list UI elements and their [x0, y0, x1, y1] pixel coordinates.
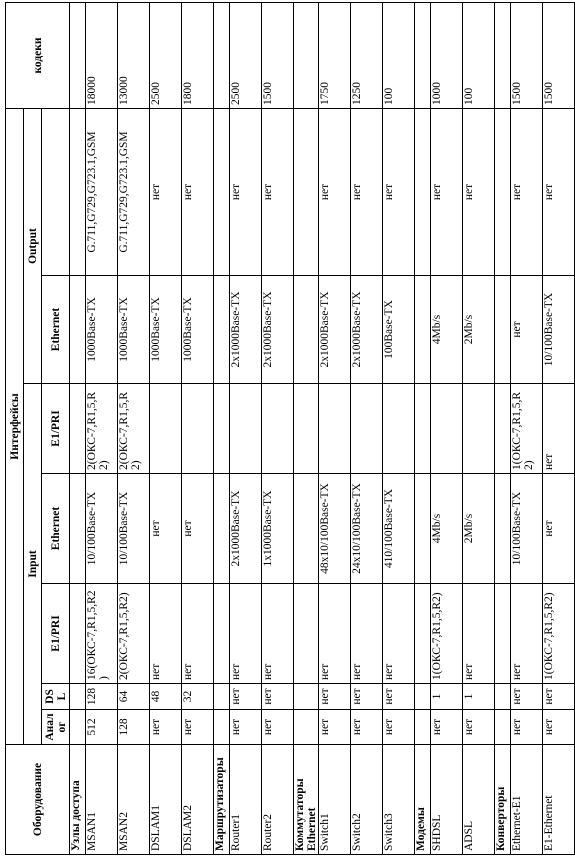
input-ethernet-cell: 24x10/100Base-TX: [351, 474, 383, 584]
empty-cell: [495, 109, 511, 276]
analog-cell: нет: [383, 710, 415, 745]
input-e1-cell: нет: [230, 584, 262, 684]
output-e1-cell: [230, 384, 262, 474]
group-row: [294, 3, 319, 855]
header-output-ethernet: Ethernet: [42, 276, 70, 384]
dsl-cell: нет: [543, 684, 575, 710]
codecs-cell: нет: [319, 109, 351, 276]
empty-cell: [495, 684, 511, 710]
codecs-cell: G.711,G729,G723.1,GSM: [118, 109, 150, 276]
output-ethernet-cell: 2Mb/s: [463, 276, 495, 384]
input-ethernet-cell: 1x1000Base-TX: [262, 474, 294, 584]
empty-cell: [294, 3, 319, 109]
input-e1-cell: нет: [383, 584, 415, 684]
input-e1-cell: 2(ОКС-7,R1,5,R2): [118, 584, 150, 684]
price-cell: 100: [383, 3, 415, 109]
price-cell: 2500: [230, 3, 262, 109]
empty-cell: [495, 474, 511, 584]
header-interfaces: Интерфейсы: [6, 109, 24, 745]
output-ethernet-cell: нет: [511, 276, 543, 384]
dsl-cell: нет: [319, 684, 351, 710]
table-row: [431, 3, 463, 855]
codecs-cell: нет: [431, 109, 463, 276]
header-input: Input: [24, 384, 42, 745]
codecs-cell: нет: [150, 109, 182, 276]
table-row: [383, 3, 415, 855]
input-ethernet-cell: нет: [182, 474, 214, 584]
empty-cell: [294, 384, 319, 474]
group-row: [495, 3, 511, 855]
output-ethernet-cell: 10/100Base-TX: [543, 276, 575, 384]
header-output-e1pri: E1/PRI: [42, 384, 70, 474]
price-cell: 1500: [543, 3, 575, 109]
price-cell: 1500: [511, 3, 543, 109]
header-analog: Аналог: [42, 710, 70, 745]
table-row: [230, 3, 262, 855]
group-row: [70, 3, 86, 855]
table-row: [150, 3, 182, 855]
output-ethernet-cell: 2x1000Base-TX: [230, 276, 262, 384]
dsl-cell: 1: [463, 684, 495, 710]
input-e1-cell: нет: [150, 584, 182, 684]
codecs-cell: нет: [182, 109, 214, 276]
dsl-cell: нет: [262, 684, 294, 710]
output-e1-cell: [351, 384, 383, 474]
dsl-cell: 32: [182, 684, 214, 710]
input-e1-cell: нет: [182, 584, 214, 684]
output-e1-cell: нет: [543, 384, 575, 474]
analog-cell: 512: [86, 710, 118, 745]
price-cell: 1750: [319, 3, 351, 109]
output-ethernet-cell: 2x1000Base-TX: [351, 276, 383, 384]
analog-cell: нет: [431, 710, 463, 745]
table-row: [511, 3, 543, 855]
output-e1-cell: [431, 384, 463, 474]
empty-cell: [415, 109, 431, 276]
empty-cell: [214, 384, 230, 474]
analog-cell: нет: [230, 710, 262, 745]
table-row: [86, 3, 118, 855]
equipment-name: Switch1: [319, 745, 351, 855]
empty-cell: [415, 276, 431, 384]
analog-cell: нет: [351, 710, 383, 745]
input-ethernet-cell: 410/100Base-TX: [383, 474, 415, 584]
equipment-name: Router2: [262, 745, 294, 855]
output-ethernet-cell: 1000Base-TX: [118, 276, 150, 384]
input-e1-cell: нет: [319, 584, 351, 684]
output-ethernet-cell: 1000Base-TX: [150, 276, 182, 384]
empty-cell: [214, 584, 230, 684]
header-input-ethernet: Ethernet: [42, 474, 70, 584]
equipment-name: MSAN2: [118, 745, 150, 855]
output-ethernet-cell: 1000Base-TX: [86, 276, 118, 384]
input-ethernet-cell: 10/100Base-TX: [118, 474, 150, 584]
codecs-cell: нет: [262, 109, 294, 276]
empty-cell: [294, 276, 319, 384]
header-dsl: DSL: [42, 684, 70, 710]
dsl-cell: нет: [351, 684, 383, 710]
table-row: [118, 3, 150, 855]
price-cell: 100: [463, 3, 495, 109]
analog-cell: нет: [319, 710, 351, 745]
price-cell: 18000: [86, 3, 118, 109]
analog-cell: нет: [511, 710, 543, 745]
codecs-cell: нет: [463, 109, 495, 276]
empty-cell: [70, 384, 86, 474]
output-e1-cell: [182, 384, 214, 474]
group-row: [415, 3, 431, 855]
empty-cell: [415, 474, 431, 584]
codecs-cell: нет: [543, 109, 575, 276]
equipment-name: Switch2: [351, 745, 383, 855]
empty-cell: [495, 276, 511, 384]
price-cell: 1500: [262, 3, 294, 109]
header-input-e1pri: E1/PRI: [42, 584, 70, 684]
empty-cell: [415, 684, 431, 710]
equipment-name: Switch3: [383, 745, 415, 855]
equipment-name: DSLAM2: [182, 745, 214, 855]
input-e1-cell: нет: [511, 584, 543, 684]
empty-cell: [495, 584, 511, 684]
analog-cell: нет: [182, 710, 214, 745]
empty-cell: [495, 384, 511, 474]
output-ethernet-cell: 2x1000Base-TX: [262, 276, 294, 384]
equipment-name: DSLAM1: [150, 745, 182, 855]
empty-cell: [294, 109, 319, 276]
empty-cell: [294, 584, 319, 684]
empty-cell: [495, 710, 511, 745]
analog-cell: нет: [262, 710, 294, 745]
empty-cell: [214, 474, 230, 584]
price-cell: 2500: [150, 3, 182, 109]
input-ethernet-cell: нет: [543, 474, 575, 584]
codecs-cell: нет: [351, 109, 383, 276]
empty-cell: [70, 710, 86, 745]
group-label: Узлы доступа: [70, 745, 86, 855]
table-body: [6, 3, 575, 855]
output-e1-cell: 1(ОКС-7,R1,5,R2): [511, 384, 543, 474]
output-e1-cell: [262, 384, 294, 474]
table-row: [543, 3, 575, 855]
group-label: Маршрутизаторы: [214, 745, 230, 855]
dsl-cell: 128: [86, 684, 118, 710]
empty-cell: [415, 384, 431, 474]
empty-cell: [214, 109, 230, 276]
empty-cell: [214, 684, 230, 710]
empty-cell: [214, 276, 230, 384]
empty-cell: [70, 3, 86, 109]
table-row: [182, 3, 214, 855]
input-ethernet-cell: 2Mb/s: [463, 474, 495, 584]
price-cell: 1800: [182, 3, 214, 109]
group-label: Модемы: [415, 745, 431, 855]
input-ethernet-cell: 10/100Base-TX: [86, 474, 118, 584]
group-row: [214, 3, 230, 855]
empty-cell: [70, 276, 86, 384]
analog-cell: 128: [118, 710, 150, 745]
empty-cell: [214, 710, 230, 745]
input-ethernet-cell: нет: [150, 474, 182, 584]
equipment-table: [5, 2, 575, 855]
input-e1-cell: нет: [351, 584, 383, 684]
input-e1-cell: нет: [463, 584, 495, 684]
output-ethernet-cell: 100Base-TX: [383, 276, 415, 384]
input-e1-cell: 1(ОКС-7,R1,5,R2): [543, 584, 575, 684]
dsl-cell: 64: [118, 684, 150, 710]
price-cell: 1000: [431, 3, 463, 109]
empty-cell: [70, 109, 86, 276]
price-cell: 13000: [118, 3, 150, 109]
empty-cell: [214, 3, 230, 109]
empty-cell: [70, 684, 86, 710]
codecs-cell: нет: [383, 109, 415, 276]
equipment-name: SHDSL: [431, 745, 463, 855]
output-e1-cell: 2(ОКС-7,R1,5,R2): [118, 384, 150, 474]
output-e1-cell: [463, 384, 495, 474]
dsl-cell: 48: [150, 684, 182, 710]
output-ethernet-cell: 4Mb/s: [431, 276, 463, 384]
group-label: Коммутаторы Ethernet: [294, 745, 319, 855]
empty-cell: [415, 584, 431, 684]
header-output: Output: [24, 109, 42, 384]
analog-cell: нет: [543, 710, 575, 745]
header-codecs: кодеки: [6, 3, 70, 109]
input-ethernet-cell: 4Mb/s: [431, 474, 463, 584]
empty-cell: [70, 584, 86, 684]
output-e1-cell: 2(ОКС-7,R1,5,R2): [86, 384, 118, 474]
empty-cell: [294, 710, 319, 745]
codecs-cell: нет: [230, 109, 262, 276]
input-e1-cell: 1(ОКС-7,R1,5,R2): [431, 584, 463, 684]
empty-cell: [294, 684, 319, 710]
equipment-name: Ethernet-E1: [511, 745, 543, 855]
output-e1-cell: [319, 384, 351, 474]
analog-cell: нет: [463, 710, 495, 745]
equipment-name: ADSL: [463, 745, 495, 855]
group-label: Конверторы: [495, 745, 511, 855]
output-ethernet-cell: 1000Base-TX: [182, 276, 214, 384]
table-row: [262, 3, 294, 855]
analog-cell: нет: [150, 710, 182, 745]
input-ethernet-cell: 10/100Base-TX: [511, 474, 543, 584]
codecs-cell: нет: [511, 109, 543, 276]
codecs-cell: G.711,G729,G723.1,GSM: [86, 109, 118, 276]
output-e1-cell: [383, 384, 415, 474]
input-e1-cell: 16(ОКС-7,R1,5,R2): [86, 584, 118, 684]
input-ethernet-cell: 48x10/100Base-TX: [319, 474, 351, 584]
output-e1-cell: [150, 384, 182, 474]
input-e1-cell: нет: [262, 584, 294, 684]
dsl-cell: 1: [431, 684, 463, 710]
dsl-cell: нет: [511, 684, 543, 710]
empty-cell: [415, 3, 431, 109]
equipment-name: Router1: [230, 745, 262, 855]
table-row: [319, 3, 351, 855]
table-row: [351, 3, 383, 855]
output-ethernet-cell: 2x1000Base-TX: [319, 276, 351, 384]
header-equipment: Оборудование: [6, 745, 70, 855]
empty-cell: [495, 3, 511, 109]
dsl-cell: нет: [383, 684, 415, 710]
empty-cell: [415, 710, 431, 745]
empty-cell: [70, 474, 86, 584]
price-cell: 1250: [351, 3, 383, 109]
dsl-cell: нет: [230, 684, 262, 710]
input-ethernet-cell: 2x1000Base-TX: [230, 474, 262, 584]
table-row: [463, 3, 495, 855]
empty-cell: [294, 474, 319, 584]
equipment-name: E1-Ethernet: [543, 745, 575, 855]
equipment-name: MSAN1: [86, 745, 118, 855]
